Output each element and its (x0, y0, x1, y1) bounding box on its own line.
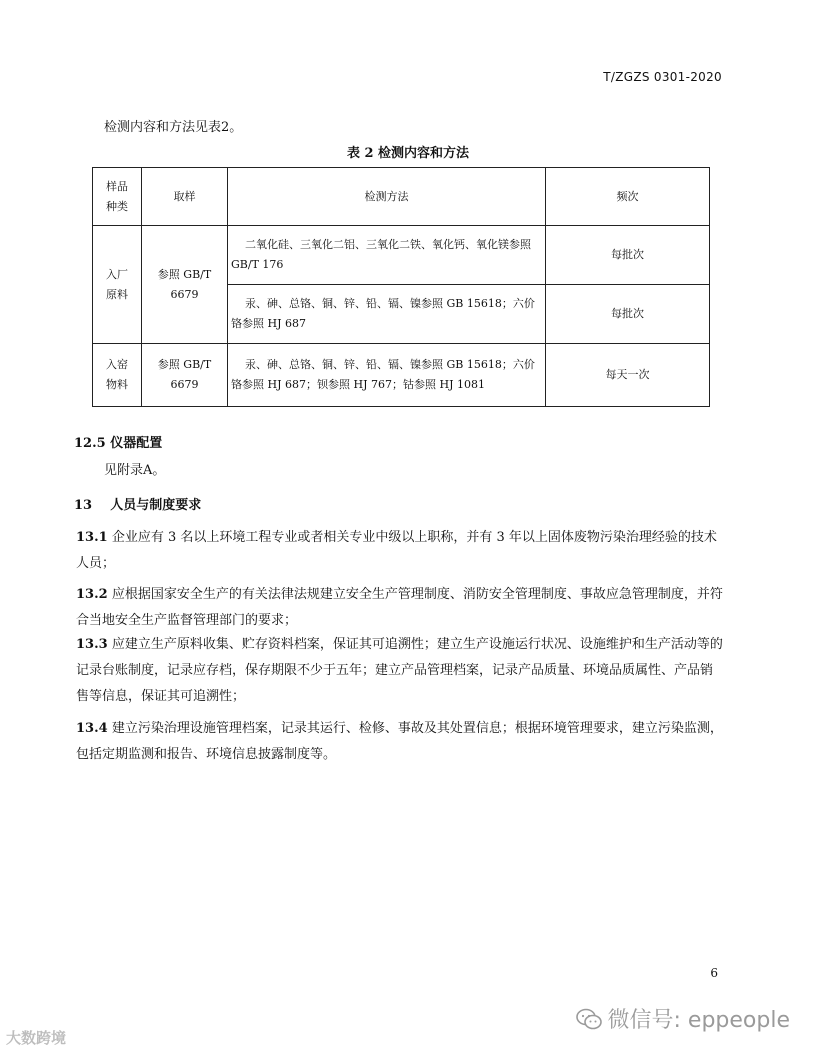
cell-sampling: 参照 GB/T 6679 (142, 344, 228, 407)
section-12-5-body: 见附录A。 (104, 463, 166, 478)
table-title: 表 2 检测内容和方法 (346, 146, 470, 161)
header-frequency: 频次 (546, 168, 710, 226)
cell-sample-type: 入厂 原料 (93, 226, 142, 344)
clause-13-1: 13.1 企业应有 3 名以上环境工程专业或者相关专业中级以上职称，并有 3 年以上固体废物污染治理经验的技术人员； (76, 530, 717, 571)
cell-frequency: 每批次 (546, 285, 710, 344)
cell-sample-type: 入窑 物料 (93, 344, 142, 407)
section-13-heading: 13 人员与制度要求 (74, 498, 202, 513)
watermark-right: 微信号: eppeople (576, 1003, 790, 1034)
cell-method: 二氧化硅、三氧化二铝、三氧化二铁、氧化钙、氧化镁参照 GB/T 176 (228, 226, 546, 285)
detection-table (92, 167, 710, 407)
document-code: T/ZGZS 0301-2020 (603, 70, 722, 84)
cell-method: 汞、砷、总铬、铜、锌、铅、镉、镍参照 GB 15618；六价铬参照 HJ 687；钡参照 HJ 767；钴参照 HJ 1081 (228, 344, 546, 407)
wechat-icon (576, 1008, 602, 1030)
table-header-row (93, 168, 710, 226)
cell-frequency: 每批次 (546, 226, 710, 285)
section-12-5-heading: 12.5 仪器配置 (74, 436, 163, 451)
clause-13-4: 13.4 建立污染治理设施管理档案，记录其运行、检修、事故及其处置信息；根据环境管理要求，建立污染监测，包括定期监测和报告、环境信息披露制度等。 (76, 721, 723, 762)
header-sampling: 取样 (142, 168, 228, 226)
intro-text: 检测内容和方法见表2。 (104, 120, 243, 135)
table-row (93, 226, 710, 285)
cell-frequency: 每天一次 (546, 344, 710, 407)
watermark-left: 大数跨境 (6, 1029, 67, 1047)
header-sample-type: 样品 种类 (93, 168, 142, 226)
cell-sampling: 参照 GB/T 6679 (142, 226, 228, 344)
cell-method: 汞、砷、总铬、铜、锌、铅、镉、镍参照 GB 15618；六价铬参照 HJ 687 (228, 285, 546, 344)
page-number: 6 (710, 966, 718, 980)
table-row (93, 344, 710, 407)
clause-13-3: 13.3 应建立生产原料收集、贮存资料档案，保证其可追溯性；建立生产设施运行状况、设施维护和生产活动等的记录台账制度，记录应存档，保存期限不少于五年；建立产品管理档案，记录产品质量、环境品质属性、产品销售等信息，保证其可追溯性； (76, 637, 723, 704)
header-method: 检测方法 (228, 168, 546, 226)
clause-13-2: 13.2 应根据国家安全生产的有关法律法规建立安全生产管理制度、消防安全管理制度、事故应急管理制度，并符合当地安全生产监督管理部门的要求； (76, 587, 723, 628)
